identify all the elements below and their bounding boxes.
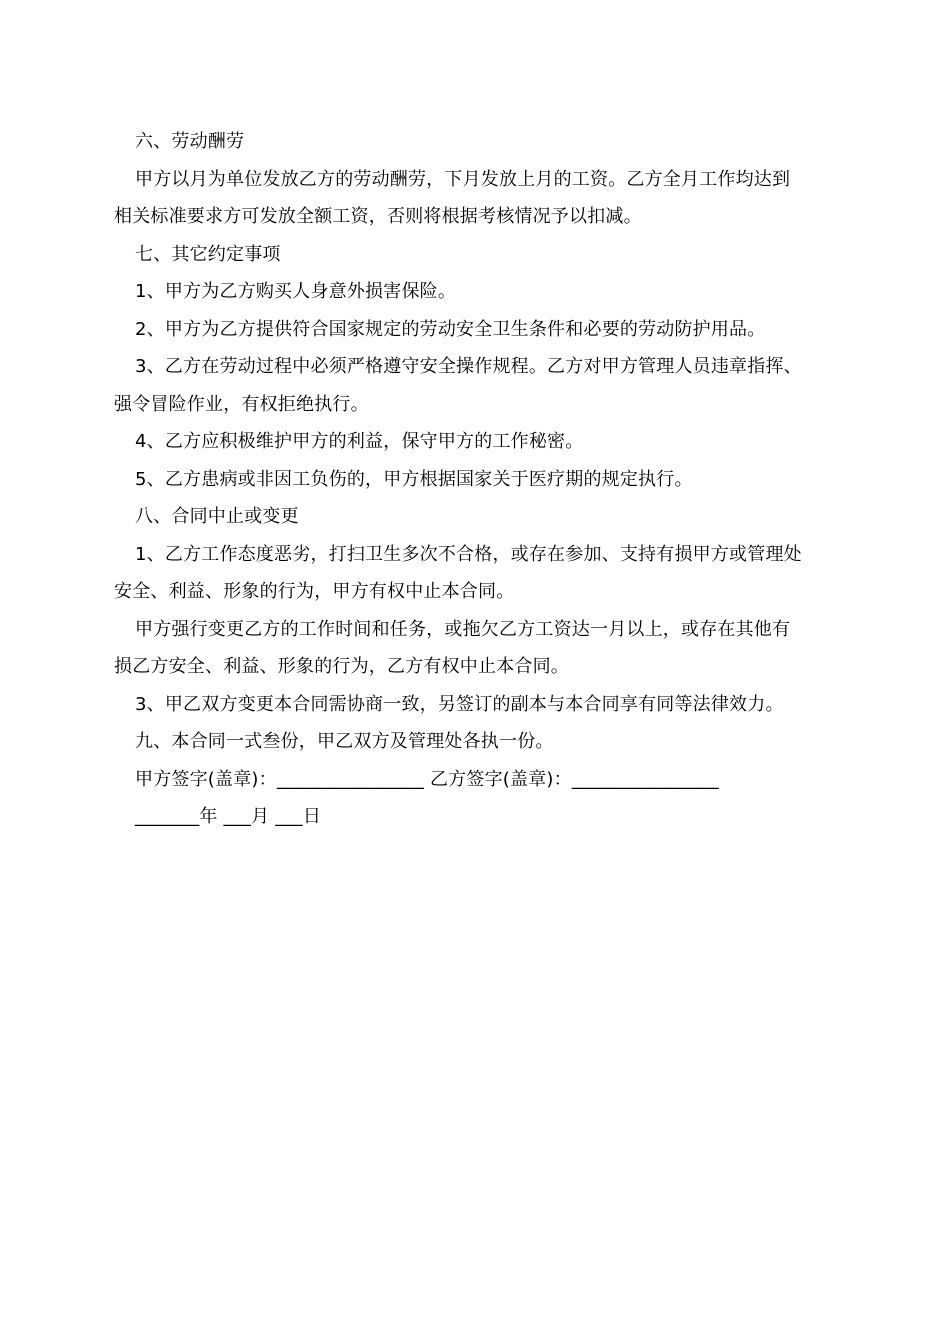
- paragraph-line: 1、甲方为乙方购买人身意外损害保险。: [135, 281, 457, 302]
- paragraph-line: 5、乙方患病或非因工负伤的，甲方根据国家关于医疗期的规定执行。: [135, 468, 693, 490]
- paragraph-line: 3、乙方在劳动过程中必须严格遵守安全操作规程。乙方对甲方管理人员违章指挥、: [135, 356, 802, 377]
- section-heading-remuneration: 六、劳动酬劳: [135, 131, 245, 152]
- paragraph-line: 1、乙方工作态度恶劣，打扫卫生多次不合格，或存在参加、支持有损甲方或管理处: [135, 543, 802, 565]
- paragraph-line: 2、甲方为乙方提供符合国家规定的劳动安全卫生条件和必要的劳动防护用品。: [135, 318, 766, 340]
- paragraph-line: 强令冒险作业，有权拒绝执行。: [114, 393, 369, 415]
- paragraph-line: 损乙方安全、利益、形象的行为，乙方有权中止本合同。: [114, 656, 569, 677]
- section-heading-other-terms: 七、其它约定事项: [135, 243, 281, 265]
- paragraph-line: 3、甲乙双方变更本合同需协商一致，另签订的副本与本合同享有同等法律效力。: [135, 693, 784, 715]
- section-heading-copies: 九、本合同一式叁份，甲乙双方及管理处各执一份。: [135, 731, 554, 752]
- section-heading-termination: 八、合同中止或变更: [135, 506, 299, 527]
- paragraph-line: 4、乙方应积极维护甲方的利益，保守甲方的工作秘密。: [135, 431, 584, 452]
- paragraph-line: 相关标准要求方可发放全额工资，否则将根据考核情况予以扣减。: [114, 206, 642, 227]
- date-line: _______年 ___月 ___日: [135, 806, 322, 827]
- paragraph-line: 甲方强行变更乙方的工作时间和任务，或拖欠乙方工资达一月以上，或存在其他有: [135, 618, 791, 640]
- signature-line: 甲方签字(盖章)：________________ 乙方签字(盖章)：________________: [135, 768, 720, 790]
- document-body: [114, 123, 836, 836]
- paragraph-line: 安全、利益、形象的行为，甲方有权中止本合同。: [114, 581, 515, 602]
- paragraph-line: 甲方以月为单位发放乙方的劳动酬劳，下月发放上月的工资。乙方全月工作均达到: [135, 168, 791, 190]
